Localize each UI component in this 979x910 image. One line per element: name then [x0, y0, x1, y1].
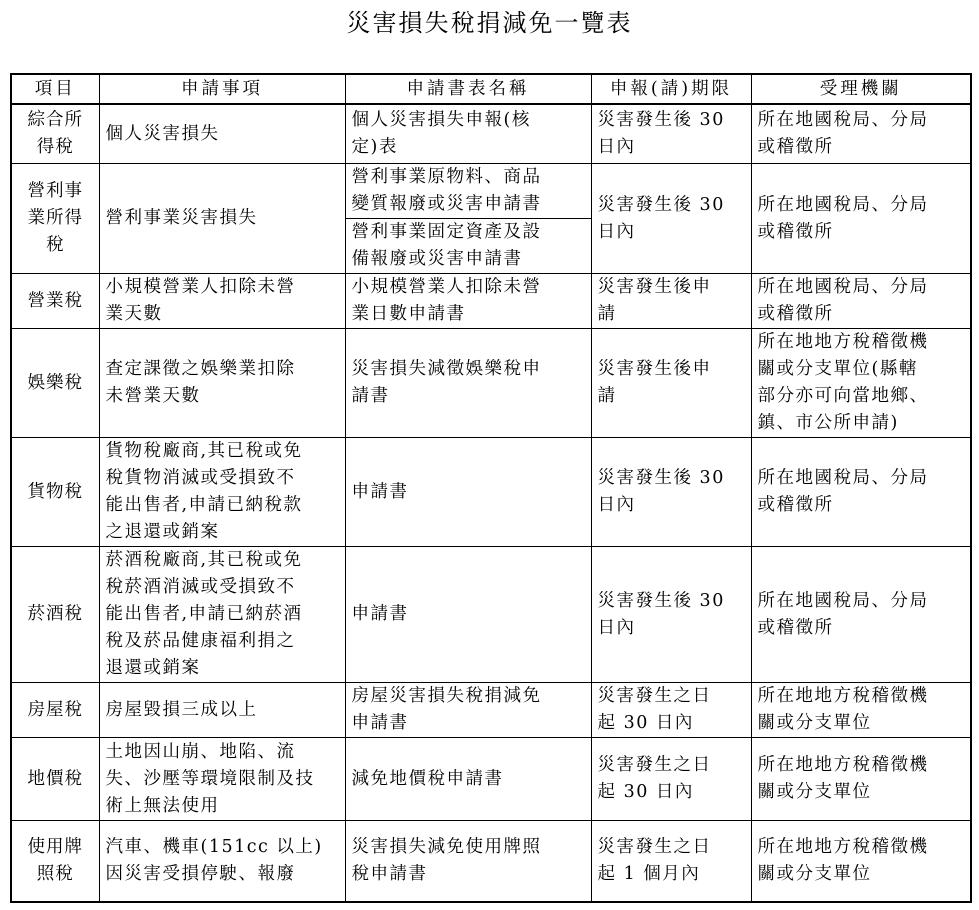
agency-cell: [751, 329, 971, 438]
form-name-cell: [345, 821, 591, 903]
matter-cell-line: 稅貨物消滅或受損致不: [105, 468, 296, 488]
agency-cell-line: 或稽徵所: [757, 221, 834, 242]
agency-cell: [751, 164, 971, 274]
matter-cell: [99, 821, 345, 903]
form-name-cell-line: 定)表: [351, 137, 398, 157]
deadline-cell-line: 起 30 日內: [597, 782, 694, 802]
matter-cell-line: 土地因山崩、地陷、流: [105, 741, 296, 762]
deadline-cell-line: 日內: [597, 495, 636, 515]
deadline-cell-line: 災害發生後申: [597, 359, 712, 379]
agency-cell: [751, 821, 971, 903]
agency-cell-line: 或稽徵所: [757, 137, 834, 157]
deadline-cell-line: 日內: [597, 137, 636, 157]
tax-item-cell: [11, 547, 99, 683]
agency-cell-line: 鎮、市公所申請): [757, 413, 899, 433]
header-matter: 申請事項: [99, 74, 345, 104]
form-name-cell: [345, 219, 591, 274]
tax-item-cell-line: 綜合所: [27, 110, 83, 130]
matter-cell-line: 個人災害損失: [105, 123, 220, 144]
form-name-cell-line: 請書: [351, 386, 390, 406]
agency-cell-line: 關或分支單位: [757, 782, 872, 802]
table-row: [11, 274, 971, 329]
agency-cell-line: 所在地地方稅稽徵機: [757, 686, 929, 706]
form-name-cell-line: 營利事業固定資產及設: [351, 222, 542, 242]
form-name-cell-line: 申請書: [351, 713, 409, 733]
tax-item-cell: [11, 329, 99, 438]
tax-item-cell-line: 使用牌: [27, 837, 83, 857]
deadline-cell: [591, 683, 751, 738]
matter-cell-line: 之退還或銷案: [105, 522, 220, 542]
tax-item-cell-line: 娛樂稅: [27, 372, 83, 393]
matter-cell-line: 房屋毀損三成以上: [105, 699, 258, 720]
matter-cell-line: 失、沙壓等環境限制及技: [105, 768, 315, 789]
deadline-cell: [591, 104, 751, 164]
deadline-cell-line: 起 1 個月內: [597, 864, 701, 884]
form-name-cell-line: 個人災害損失申報(核: [351, 110, 531, 130]
agency-cell-line: 所在地國稅局、分局: [757, 277, 929, 297]
form-name-cell: [345, 683, 591, 738]
agency-cell-line: 或稽徵所: [757, 617, 834, 638]
matter-cell-line: 能出售者,申請已納稅款: [105, 495, 303, 515]
form-name-cell-line: 災害損失減免使用牌照: [351, 837, 542, 857]
header-item: 項目: [11, 74, 99, 104]
matter-cell-line: 稅及菸品健康福利捐之: [105, 631, 296, 651]
tax-item-cell: [11, 738, 99, 821]
deadline-cell-line: 日內: [597, 617, 636, 638]
deadline-cell-line: 災害發生之日: [597, 686, 712, 706]
form-name-cell: [345, 329, 591, 438]
deadline-cell: [591, 547, 751, 683]
page-title: 災害損失稅捐減免一覽表: [346, 9, 633, 37]
header-deadline: 申報(請)期限: [591, 74, 751, 104]
form-name-cell: [345, 164, 591, 219]
agency-cell-line: 所在地地方稅稽徵機: [757, 837, 929, 857]
deadline-cell-line: 起 30 日內: [597, 713, 694, 733]
matter-cell: [99, 738, 345, 821]
matter-cell-line: 菸酒稅廠商,其已稅或免: [105, 550, 303, 570]
agency-cell-line: 所在地地方稅稽徵機: [757, 755, 929, 775]
agency-cell: [751, 738, 971, 821]
matter-cell-line: 汽車、機車(151cc 以上): [105, 837, 323, 857]
form-name-cell-line: 備報廢或災害申請書: [351, 249, 523, 269]
tax-item-cell-line: 稅: [46, 235, 65, 255]
agency-cell: [751, 683, 971, 738]
agency-cell-line: 所在地國稅局、分局: [757, 468, 929, 488]
tax-item-cell: [11, 821, 99, 903]
matter-cell: [99, 329, 345, 438]
tax-item-cell-line: 照稅: [36, 864, 74, 884]
matter-cell-line: 小規模營業人扣除未營: [105, 277, 296, 297]
deadline-cell-line: 災害發生之日: [597, 837, 712, 857]
deadline-cell-line: 請: [597, 386, 617, 406]
form-name-cell-line: 稅申請書: [351, 864, 428, 884]
agency-cell-line: 所在地國稅局、分局: [757, 110, 929, 130]
form-name-cell-line: 業日數申請書: [351, 304, 466, 324]
matter-cell-line: 查定課徵之娛樂業扣除: [105, 359, 296, 379]
table-row: [11, 821, 971, 903]
matter-cell-line: 貨物稅廠商,其已稅或免: [105, 441, 303, 461]
form-name-cell-line: 營利事業原物料、商品: [351, 167, 542, 187]
tax-item-cell-line: 業所得: [27, 208, 83, 228]
agency-cell-line: 關或分支單位(縣轄: [757, 359, 918, 379]
form-name-cell-line: 災害損失減徵娛樂稅申: [351, 359, 542, 379]
deadline-cell: [591, 164, 751, 274]
deadline-cell-line: 災害發生後 30: [597, 468, 725, 488]
tax-item-cell: [11, 438, 99, 547]
table-row: [11, 547, 971, 683]
table-row: [11, 104, 971, 164]
form-name-cell: [345, 274, 591, 329]
header-agency: 受理機關: [751, 74, 971, 104]
form-name-cell-line: 申請書: [351, 481, 409, 502]
deadline-cell: [591, 738, 751, 821]
header-form-name: 申請書表名稱: [345, 74, 591, 104]
deadline-cell: [591, 821, 751, 903]
agency-cell: [751, 438, 971, 547]
deadline-cell-line: 災害發生後 30: [597, 110, 725, 130]
agency-cell: [751, 104, 971, 164]
matter-cell-line: 業天數: [105, 304, 163, 324]
matter-cell: [99, 547, 345, 683]
form-name-cell-line: 小規模營業人扣除未營: [351, 277, 542, 297]
form-name-cell-line: 申請書: [351, 604, 409, 624]
deadline-cell: [591, 438, 751, 547]
form-name-cell: [345, 738, 591, 821]
matter-cell: [99, 683, 345, 738]
tax-item-cell: [11, 104, 99, 164]
matter-cell-line: 未營業天數: [105, 386, 201, 406]
agency-cell-line: 關或分支單位: [757, 713, 872, 733]
tax-item-cell-line: 地價稅: [27, 768, 83, 789]
form-name-cell: [345, 104, 591, 164]
deadline-cell: [591, 329, 751, 438]
matter-cell-line: 營利事業災害損失: [105, 208, 258, 228]
deadline-cell-line: 災害發生後 30: [597, 590, 725, 611]
tax-item-cell-line: 營利事: [27, 181, 83, 201]
matter-cell-line: 因災害受損停駛、報廢: [105, 864, 296, 884]
form-name-cell: [345, 547, 591, 683]
tax-item-cell-line: 貨物稅: [27, 481, 83, 502]
tax-item-cell-line: 得稅: [36, 137, 74, 157]
tax-item-cell: [11, 164, 99, 274]
matter-cell-line: 能出售者,申請已納菸酒: [105, 604, 303, 624]
deadline-cell-line: 災害發生之日: [597, 755, 712, 775]
agency-cell-line: 部分亦可向當地鄉、: [757, 386, 929, 406]
agency-cell-line: 或稽徵所: [757, 304, 834, 324]
deadline-cell-line: 災害發生後申: [597, 277, 712, 297]
agency-cell-line: 所在地國稅局、分局: [757, 590, 929, 611]
agency-cell-line: 所在地地方稅稽徵機: [757, 332, 929, 352]
table-row: [11, 738, 971, 821]
matter-cell: [99, 274, 345, 329]
tax-relief-table: [10, 73, 972, 903]
deadline-cell-line: 日內: [597, 221, 636, 242]
agency-cell: [751, 274, 971, 329]
tax-item-cell: [11, 683, 99, 738]
form-name-cell-line: 變質報廢或災害申請書: [351, 194, 542, 214]
table-row: [11, 438, 971, 547]
matter-cell-line: 退還或銷案: [105, 658, 201, 678]
matter-cell-line: 術上無法使用: [105, 795, 220, 816]
tax-item-cell: [11, 274, 99, 329]
agency-cell-line: 關或分支單位: [757, 864, 872, 884]
table-body: [11, 104, 971, 902]
agency-cell: [751, 547, 971, 683]
form-name-cell-line: 房屋災害損失稅捐減免: [351, 686, 542, 706]
tax-item-cell-line: 房屋稅: [27, 699, 83, 720]
tax-item-cell-line: 營業稅: [27, 290, 83, 311]
deadline-cell-line: 災害發生後 30: [597, 194, 725, 215]
table-header-row: [11, 74, 971, 104]
matter-cell: [99, 104, 345, 164]
matter-cell: [99, 164, 345, 274]
table-row: [11, 164, 971, 219]
agency-cell-line: 所在地國稅局、分局: [757, 194, 929, 215]
form-name-cell: [345, 438, 591, 547]
matter-cell-line: 稅菸酒消滅或受損致不: [105, 577, 296, 597]
form-name-cell-line: 減免地價稅申請書: [351, 768, 504, 789]
deadline-cell-line: 請: [597, 304, 617, 324]
table-row: [11, 683, 971, 738]
tax-item-cell-line: 菸酒稅: [27, 604, 83, 624]
table-row: [11, 329, 971, 438]
matter-cell: [99, 438, 345, 547]
deadline-cell: [591, 274, 751, 329]
agency-cell-line: 或稽徵所: [757, 495, 834, 515]
